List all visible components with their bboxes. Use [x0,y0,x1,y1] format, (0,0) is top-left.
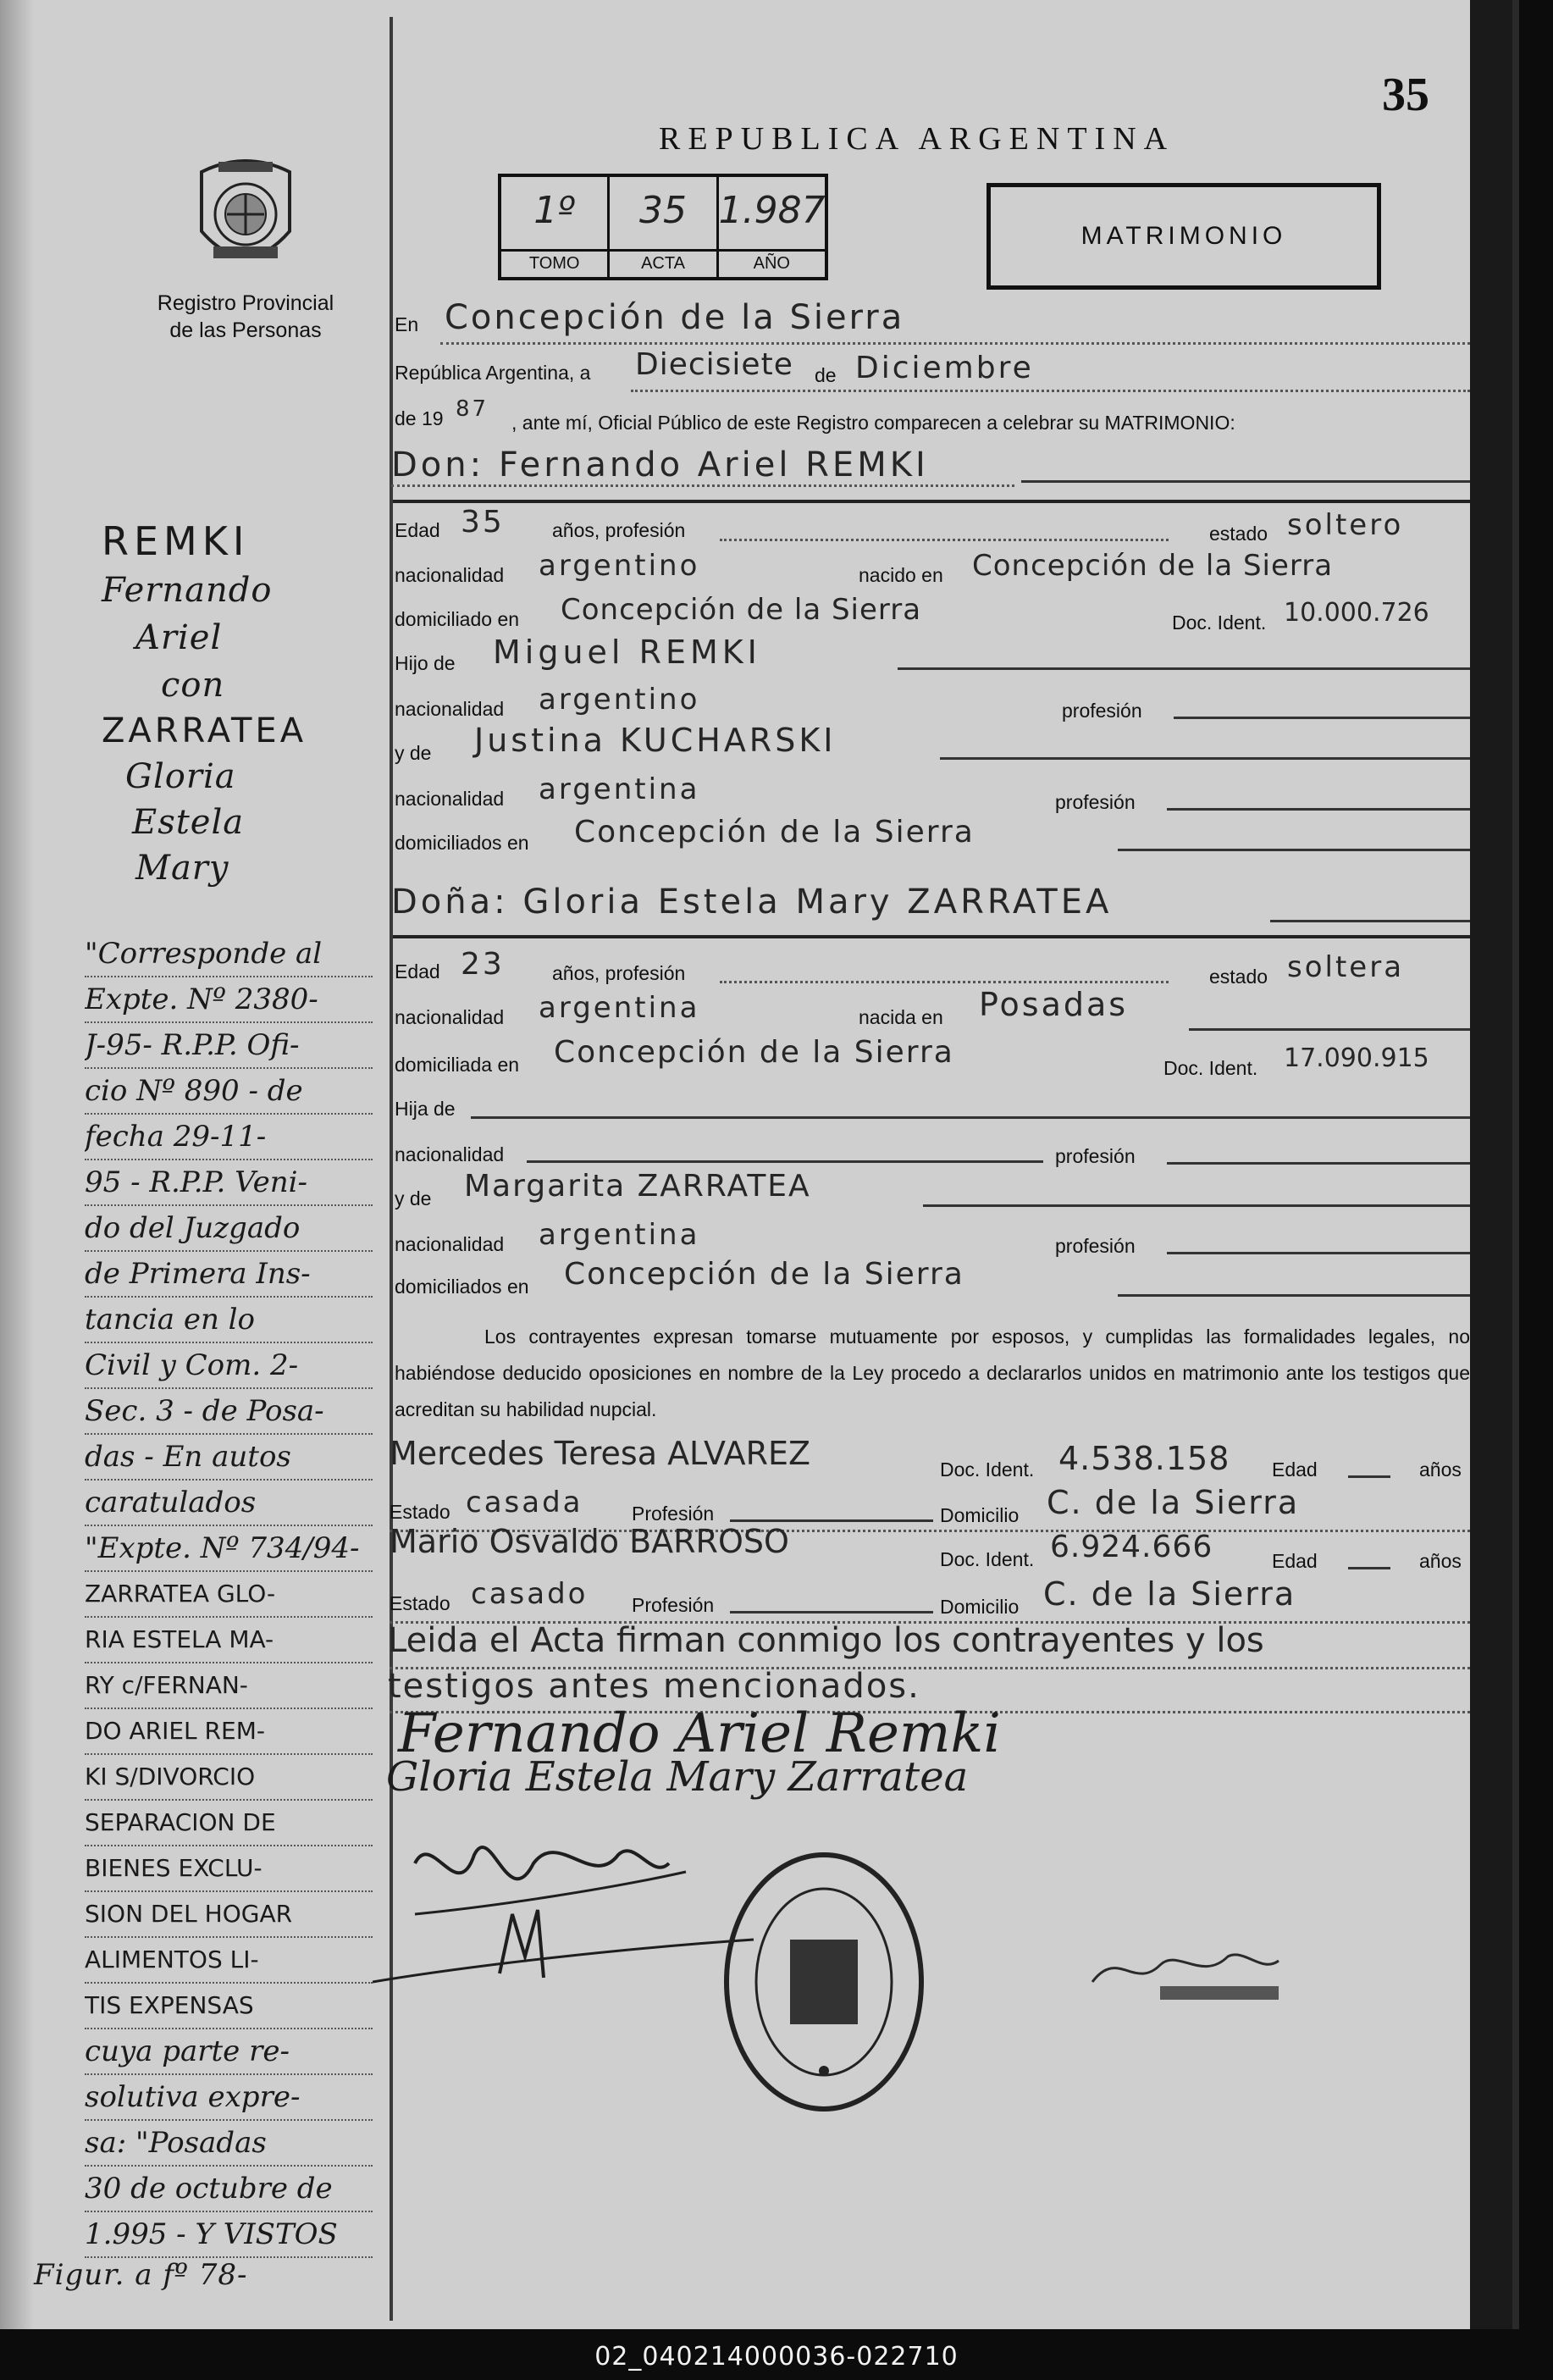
nacida-label: nacida en [859,1006,943,1028]
bride-madre-nac: argentina [539,1218,700,1252]
bride-domiciliados: Concepción de la Sierra [564,1257,964,1292]
rule [720,981,1169,983]
witness-doc-label: Doc. Ident. [940,1458,1035,1481]
note-line: BIENES EXCLU- [85,1846,373,1892]
declaration-text: Los contrayentes expresan tomarse mutuamente por esposos, y cumplidas las formalidades legales, no habiéndose deducido oposiciones en nombre de la Ley procedo a declararlos unidos en matrimonio ante los testigos que acreditan su habilidad nupcial. [395,1326,1470,1420]
provincial-seal-icon [193,155,298,275]
rule [1348,1475,1390,1478]
domiciliado-label: domiciliado en [395,608,520,630]
rule [1174,717,1470,719]
estado-label: estado [1209,523,1268,545]
nacionalidad-label-2: nacionalidad [395,698,505,720]
rule [391,484,1014,487]
note-line: ALIMENTOS LI- [85,1938,373,1984]
rule [730,1611,933,1613]
rule [730,1519,933,1522]
closing-line1: Leida el Acta firman conmigo los contrayentes y los [388,1621,1264,1660]
bride-nacida-en: Posadas [979,986,1129,1023]
note-line: TIS EXPENSAS [85,1984,373,2029]
record-reference-box [498,174,828,280]
witness2-estado: casado [471,1577,589,1611]
witness-domicilio-label-2: Domicilio [940,1596,1020,1618]
note-line: SION DEL HOGAR [85,1892,373,1938]
bride-signature: Gloria Estela Mary Zarratea [386,1753,969,1801]
tomo-label: TOMO [501,249,607,275]
rule [720,539,1169,541]
declaration-paragraph [395,1319,1470,1428]
acta-value: 35 [638,189,687,232]
domiciliados-label: domiciliados en [395,832,529,854]
witness2-name: Mario Osvaldo BARROSO [390,1523,789,1560]
rule [1348,1567,1390,1569]
witness-profesion-label-2: Profesión [632,1594,715,1616]
rule [1167,808,1470,811]
groom-domiciliados: Concepción de la Sierra [574,815,975,850]
rule [940,757,1470,760]
note-line: J-95- R.P.P. Ofi- [85,1023,373,1069]
anios-profesion-label: años, profesión [552,519,686,541]
note-line: RY c/FERNAN- [85,1663,373,1709]
profesion-label-3: profesión [1055,1145,1136,1167]
bride-nacionalidad: argentina [539,991,700,1025]
nacionalidad-label: nacionalidad [395,564,505,586]
closing-line2: testigos antes mencionados. [388,1667,920,1706]
note-line: solutiva expre- [85,2075,373,2121]
doc-label: Doc. Ident. [1172,612,1267,634]
rule [1270,920,1470,922]
witness-anios-label-2: años [1419,1550,1462,1572]
groom-estado: soltero [1287,508,1404,542]
nacionalidad-label-3: nacionalidad [395,788,505,810]
rule [898,667,1470,670]
profesion-label-2: profesión [1055,791,1136,813]
profesion-label: profesión [1062,700,1142,722]
witness-domicilio-label: Domicilio [940,1504,1020,1526]
estado-label-2: estado [1209,966,1268,988]
bride-name: Doña: Gloria Estela Mary ZARRATEA [391,883,1113,922]
bride-estado: soltera [1287,950,1405,984]
domiciliados-label-2: domiciliados en [395,1276,529,1298]
margin-name-7: Estela [132,803,245,842]
note-line: caratulados [85,1481,373,1526]
witness-edad-label: Edad [1272,1458,1318,1481]
registrar-signature-icon [1084,1940,1296,2007]
rule [1118,849,1470,851]
y-de-label: y de [395,742,432,764]
note-line: DO ARIEL REM- [85,1709,373,1755]
groom-madre-nac: argentina [539,772,700,806]
note-line: Expte. Nº 2380- [85,977,373,1023]
edad-label-2: Edad [395,960,440,982]
nacionalidad-label-5: nacionalidad [395,1143,505,1165]
en-label: En [395,313,419,335]
edad-label: Edad [395,519,440,541]
acta-label: ACTA [610,249,716,275]
rule [1189,1028,1470,1031]
margin-name-5: ZARRATEA [102,711,307,750]
note-line: ZARRATEA GLO- [85,1572,373,1618]
bride-madre: Margarita ZARRATEA [464,1169,811,1204]
de-label: de [815,364,837,386]
doc-label-2: Doc. Ident. [1163,1057,1258,1079]
header-day: Diecisiete [635,347,793,382]
rule [527,1160,1043,1163]
note-line: "Corresponde al [85,932,373,977]
witness-anios-label: años [1419,1458,1462,1481]
rule [1167,1162,1470,1165]
note-line: SEPARACION DE [85,1801,373,1846]
tomo-cell [501,177,610,277]
groom-doc: 10.000.726 [1284,598,1429,628]
note-line: do del Juzgado [85,1206,373,1252]
note-line: "Expte. Nº 734/94- [85,1526,373,1572]
official-line-signature-icon [373,1931,762,2016]
rule [471,1116,1470,1119]
header-place: Concepción de la Sierra [445,298,905,337]
header-month: Diciembre [855,351,1034,385]
witness1-name: Mercedes Teresa ALVAREZ [390,1435,811,1472]
note-line: cuya parte re- [85,2029,373,2075]
witness-estado-label: Estado [390,1501,450,1523]
domiciliada-label: domiciliada en [395,1054,520,1076]
note-line: de Primera Ins- [85,1252,373,1298]
bride-domiciliada: Concepción de la Sierra [554,1035,954,1070]
hija-label: Hija de [395,1098,456,1120]
witness-edad-label-2: Edad [1272,1550,1318,1572]
margin-note-end: Figur. a fº 78- [34,2258,248,2292]
tomo-value: 1º [533,189,576,232]
note-line: tancia en lo [85,1298,373,1343]
note-line: Civil y Com. 2- [85,1343,373,1389]
groom-padre: Miguel REMKI [493,634,761,671]
book-spine [1470,0,1512,2329]
margin-name-6: Gloria [125,757,236,796]
page-fold-shadow [0,0,34,2329]
anios-profesion-label-2: años, profesión [552,962,686,984]
note-line: 1.995 - Y VISTOS [85,2212,373,2258]
rule [440,342,1470,345]
note-line: Sec. 3 - de Posa- [85,1389,373,1435]
nacionalidad-label-6: nacionalidad [395,1233,505,1255]
margin-name-4: con [161,666,225,705]
groom-nacido-en: Concepción de la Sierra [972,549,1334,583]
rule [631,390,1470,392]
witness1-estado: casada [466,1486,583,1519]
section-divider [393,935,1470,938]
witness-estado-label-2: Estado [390,1592,450,1614]
bride-doc: 17.090.915 [1284,1043,1429,1073]
margin-annotation [85,932,373,2258]
republic-label: República Argentina, a [395,362,591,384]
witness1-doc: 4.538.158 [1058,1440,1230,1477]
note-line: das - En autos [85,1435,373,1481]
groom-padre-nac: argentino [539,683,700,717]
witness2-domicilio: C. de la Sierra [1043,1575,1296,1613]
groom-nacionalidad: argentino [539,549,700,583]
nacido-label: nacido en [859,564,943,586]
groom-madre: Justina KUCHARSKI [474,722,837,759]
document-type-box: MATRIMONIO [987,183,1381,290]
groom-name: Don: Fernando Ariel REMKI [391,446,929,484]
rule [923,1204,1470,1207]
note-line: KI S/DIVORCIO [85,1755,373,1801]
anio-cell [719,177,825,277]
groom-signature: Fernando Ariel Remki [398,1702,1001,1765]
witness-profesion-label: Profesión [632,1503,715,1525]
section-divider [393,500,1470,503]
registry-name-line1: Registro Provincial [157,291,334,315]
margin-name-1: REMKI [102,518,250,564]
page-number: 35 [1382,69,1429,121]
rule [1118,1294,1470,1297]
witness-doc-label-2: Doc. Ident. [940,1548,1035,1570]
margin-name-2: Fernando [102,571,273,610]
registry-name-line2: de las Personas [169,318,322,342]
note-line: sa: "Posadas [85,2121,373,2167]
anio-label: AÑO [719,249,825,275]
compare-text: , ante mí, Oficial Público de este Registro comparecen a celebrar su MATRIMONIO: [511,412,1235,434]
witness2-doc: 6.924.666 [1050,1530,1213,1564]
hijo-label: Hijo de [395,652,456,674]
registry-name [127,290,364,344]
note-line: RIA ESTELA MA- [85,1618,373,1663]
profesion-label-4: profesión [1055,1235,1136,1257]
official-stamp-icon [718,1846,930,2117]
year-prefix: de 19 [395,407,444,429]
note-line: 30 de octubre de [85,2167,373,2212]
acta-cell [610,177,718,277]
nacionalidad-label-4: nacionalidad [395,1006,505,1028]
year-suffix: 87 [456,396,489,422]
note-line: cio Nº 890 - de [85,1069,373,1115]
anio-value: 1.987 [718,189,826,232]
country-heading: REPUBLICA ARGENTINA [659,121,1175,157]
y-de-label-2: y de [395,1187,432,1209]
note-line: 95 - R.P.P. Veni- [85,1160,373,1206]
witness1-domicilio: C. de la Sierra [1047,1484,1300,1521]
rule [1167,1252,1470,1254]
scan-reference-code: 02_040214000036-022710 [594,2342,959,2372]
groom-edad: 35 [461,505,505,540]
rule [1021,480,1470,483]
margin-name-8: Mary [135,849,229,888]
margin-name-3: Ariel [135,618,223,657]
bride-edad: 23 [461,947,505,982]
note-line: fecha 29-11- [85,1115,373,1160]
groom-domiciliado: Concepción de la Sierra [561,593,922,627]
